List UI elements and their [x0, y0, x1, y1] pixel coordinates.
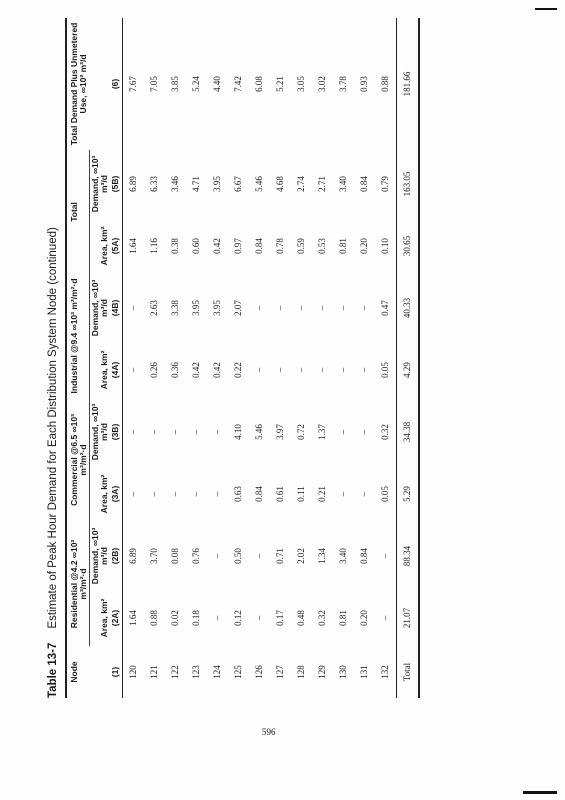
sub-header-demand: Demand, ∞10³ m³/d [89, 403, 109, 461]
table-cell: 7.42 [233, 76, 244, 92]
header-node: Node [66, 646, 110, 698]
table-cell: 3.95 [212, 300, 223, 316]
table-cell: 0.05 [380, 486, 391, 502]
table-cell: 0.84 [254, 238, 265, 254]
table-row [165, 18, 186, 698]
table-title: Estimate of Peak Hour Demand for Each Distribution System Node (continued) [47, 227, 59, 629]
table-row [249, 18, 270, 698]
table-cell: 1.64 [128, 610, 139, 626]
table-cell: 0.88 [149, 610, 160, 626]
total-cell: 163.05 [396, 150, 419, 218]
table-cell: 5.46 [254, 176, 265, 192]
node-id-cell: 123 [191, 665, 202, 679]
table-cell: 3.95 [212, 176, 223, 192]
table-cell: 0.76 [191, 548, 202, 564]
table-row [312, 18, 333, 698]
total-cell: 181.66 [396, 18, 419, 150]
table-cell: 2.02 [296, 548, 307, 564]
table-cell: 0.53 [317, 238, 328, 254]
node-id-cell: 127 [275, 665, 286, 679]
table-row [144, 18, 165, 698]
table-cell: – [212, 553, 223, 559]
column-number: (5B) [110, 150, 122, 218]
table-cell: 0.48 [296, 610, 307, 626]
table-cell: 4.68 [275, 176, 286, 192]
table-cell: 0.50 [233, 548, 244, 564]
table-cell: – [254, 367, 265, 373]
table-cell: 0.22 [233, 362, 244, 378]
table-cell: 3.85 [170, 76, 181, 92]
table-cell: 0.05 [380, 362, 391, 378]
table-cell: 0.02 [170, 610, 181, 626]
table-cell: 0.10 [380, 238, 391, 254]
sub-header-area: Area, km² [98, 598, 109, 638]
table-caption [47, 227, 59, 698]
page-number: 596 [262, 727, 276, 737]
edge-mark-bottom [523, 791, 557, 794]
table-cell: – [212, 429, 223, 435]
table-cell: 3.40 [338, 548, 349, 564]
column-number: (3A) [110, 466, 122, 522]
sub-header-demand: Demand, ∞10³ m³/d [89, 155, 109, 213]
table-cell: – [380, 615, 391, 621]
table-cell: 0.42 [212, 362, 223, 378]
table-cell: 6.33 [149, 176, 160, 192]
table-cell: 0.93 [359, 76, 370, 92]
table-cell: 3.97 [275, 424, 286, 440]
column-number: (4A) [110, 342, 122, 398]
table-cell: 2.07 [233, 300, 244, 316]
edge-mark-top [535, 8, 557, 10]
node-id-cell: 129 [317, 665, 328, 679]
column-number: (6) [110, 18, 122, 150]
table-cell: – [128, 305, 139, 311]
node-id-cell: 132 [380, 665, 391, 679]
table-cell: 5.46 [254, 424, 265, 440]
table-cell: 1.37 [317, 424, 328, 440]
total-cell: 5.29 [396, 466, 419, 522]
table-cell: – [128, 429, 139, 435]
table-cell: 4.71 [191, 176, 202, 192]
table-row [354, 18, 375, 698]
table-cell: – [170, 491, 181, 497]
table-row [207, 18, 228, 698]
table-cell: – [359, 491, 370, 497]
table-cell: 6.08 [254, 76, 265, 92]
column-number: (2A) [110, 590, 122, 646]
table-cell: 1.16 [149, 238, 160, 254]
header-residential: Residential @4.2 ∞10³ m³/m²·d [66, 522, 89, 646]
table-row [375, 18, 397, 698]
column-number: (2B) [110, 522, 122, 590]
sub-header-demand: Demand, ∞10³ m³/d [89, 279, 109, 337]
table-cell: – [275, 305, 286, 311]
table-cell: – [380, 553, 391, 559]
table-cell: 0.12 [233, 610, 244, 626]
table-cell: – [338, 305, 349, 311]
table-cell: 0.84 [359, 548, 370, 564]
table-cell: 0.42 [191, 362, 202, 378]
table-cell: 0.20 [359, 610, 370, 626]
table-cell: 2.74 [296, 176, 307, 192]
table-cell: – [296, 305, 307, 311]
table-cell: 1.64 [128, 238, 139, 254]
header-industrial: Industrial @9.4 ∞10³ m³/m²·d [66, 274, 89, 398]
peak-demand-table [65, 18, 420, 698]
table-cell: 3.02 [317, 76, 328, 92]
table-cell: 3.05 [296, 76, 307, 92]
table-cell: 4.10 [233, 424, 244, 440]
column-number: (1) [110, 646, 122, 698]
total-cell: 40.33 [396, 274, 419, 342]
table-cell: – [317, 367, 328, 373]
table-cell: 0.26 [149, 362, 160, 378]
table-cell: 0.36 [170, 362, 181, 378]
table-cell: 0.11 [296, 486, 307, 502]
node-id-cell: 120 [128, 665, 139, 679]
table-cell: 3.70 [149, 548, 160, 564]
table-cell: – [359, 305, 370, 311]
table-cell: 5.24 [191, 76, 202, 92]
table-row [333, 18, 354, 698]
table-cell: – [275, 367, 286, 373]
column-number: (3B) [110, 398, 122, 466]
sub-header-area: Area, km² [98, 350, 109, 390]
total-cell: 30.65 [396, 218, 419, 274]
table-cell: 3.95 [191, 300, 202, 316]
node-id-cell: 121 [149, 665, 160, 679]
table-cell: 3.38 [170, 300, 181, 316]
table-cell: – [254, 305, 265, 311]
table-cell: 6.89 [128, 176, 139, 192]
table-row [186, 18, 207, 698]
table-cell: – [191, 429, 202, 435]
table-cell: – [212, 615, 223, 621]
table-cell: – [338, 367, 349, 373]
table-cell: – [128, 367, 139, 373]
table-cell: 6.89 [128, 548, 139, 564]
table-cell: – [149, 429, 160, 435]
table-cell: 6.67 [233, 176, 244, 192]
rotated-page [45, 18, 413, 708]
table-cell: 0.63 [233, 486, 244, 502]
table-row [270, 18, 291, 698]
header-total: Total [66, 150, 89, 274]
table-cell: 0.79 [380, 176, 391, 192]
table-cell: 0.61 [275, 486, 286, 502]
table-cell: 3.46 [170, 176, 181, 192]
total-cell: 34.38 [396, 398, 419, 466]
table-row [228, 18, 249, 698]
table-cell: – [149, 491, 160, 497]
sub-header-area: Area, km² [98, 226, 109, 266]
node-id-cell: 122 [170, 665, 181, 679]
table-cell: – [338, 429, 349, 435]
table-block [45, 18, 413, 708]
table-cell: 0.20 [359, 238, 370, 254]
group-header-row [66, 18, 89, 698]
node-id-cell: 126 [254, 665, 265, 679]
table-cell: 0.59 [296, 238, 307, 254]
table-cell: 0.84 [359, 176, 370, 192]
header-commercial: Commercial @6.5 ∞10³ m³/m²·d [66, 398, 89, 522]
table-label: Table 13-7 [47, 642, 59, 698]
table-cell: 0.32 [317, 610, 328, 626]
column-number: (5A) [110, 218, 122, 274]
total-cell: 21.07 [396, 590, 419, 646]
table-cell: – [296, 367, 307, 373]
table-cell: 3.78 [338, 76, 349, 92]
table-cell: 0.97 [233, 238, 244, 254]
total-label-cell: Total [396, 646, 419, 698]
column-number: (4B) [110, 274, 122, 342]
table-cell: – [254, 553, 265, 559]
table-cell: 5.21 [275, 76, 286, 92]
table-cell: 4.40 [212, 76, 223, 92]
table-cell: – [191, 491, 202, 497]
table-cell: 3.40 [338, 176, 349, 192]
table-cell: 0.21 [317, 486, 328, 502]
table-body [122, 18, 419, 698]
table-cell: 0.42 [212, 238, 223, 254]
table-cell: 0.88 [380, 76, 391, 92]
node-id-cell: 130 [338, 665, 349, 679]
table-cell: 0.38 [170, 238, 181, 254]
header-total-demand: Total Demand Plus Unmetered Use, ∞10³ m³/d [66, 18, 110, 150]
table-cell: 7.05 [149, 76, 160, 92]
table-cell: 0.17 [275, 610, 286, 626]
sub-header-demand: Demand, ∞10³ m³/d [89, 527, 109, 585]
total-cell: 4.29 [396, 342, 419, 398]
table-cell: – [359, 367, 370, 373]
node-id-cell: 124 [212, 665, 223, 679]
node-id-cell: 131 [359, 665, 370, 679]
table-cell: – [317, 305, 328, 311]
table-cell: – [128, 491, 139, 497]
table-cell: 0.32 [380, 424, 391, 440]
table-cell: 0.84 [254, 486, 265, 502]
table-cell: 0.71 [275, 548, 286, 564]
table-row [122, 18, 144, 698]
table-cell: 0.08 [170, 548, 181, 564]
table-cell: 0.81 [338, 238, 349, 254]
node-id-cell: 128 [296, 665, 307, 679]
table-cell: 7.67 [128, 76, 139, 92]
table-cell: 0.78 [275, 238, 286, 254]
table-cell: 2.63 [149, 300, 160, 316]
table-cell: – [359, 429, 370, 435]
table-cell: – [212, 491, 223, 497]
node-id-cell: 125 [233, 665, 244, 679]
total-cell: 88.34 [396, 522, 419, 590]
table-cell: 0.47 [380, 300, 391, 316]
table-cell: 1.34 [317, 548, 328, 564]
table-cell: – [254, 615, 265, 621]
table-cell: 0.72 [296, 424, 307, 440]
column-number-row [110, 18, 122, 698]
table-cell: – [170, 429, 181, 435]
table-cell: – [338, 491, 349, 497]
table-cell: 0.18 [191, 610, 202, 626]
table-cell: 0.60 [191, 238, 202, 254]
table-row [291, 18, 312, 698]
sub-header-area: Area, km² [98, 474, 109, 514]
table-cell: 0.81 [338, 610, 349, 626]
table-cell: 2.71 [317, 176, 328, 192]
total-row [396, 18, 419, 698]
